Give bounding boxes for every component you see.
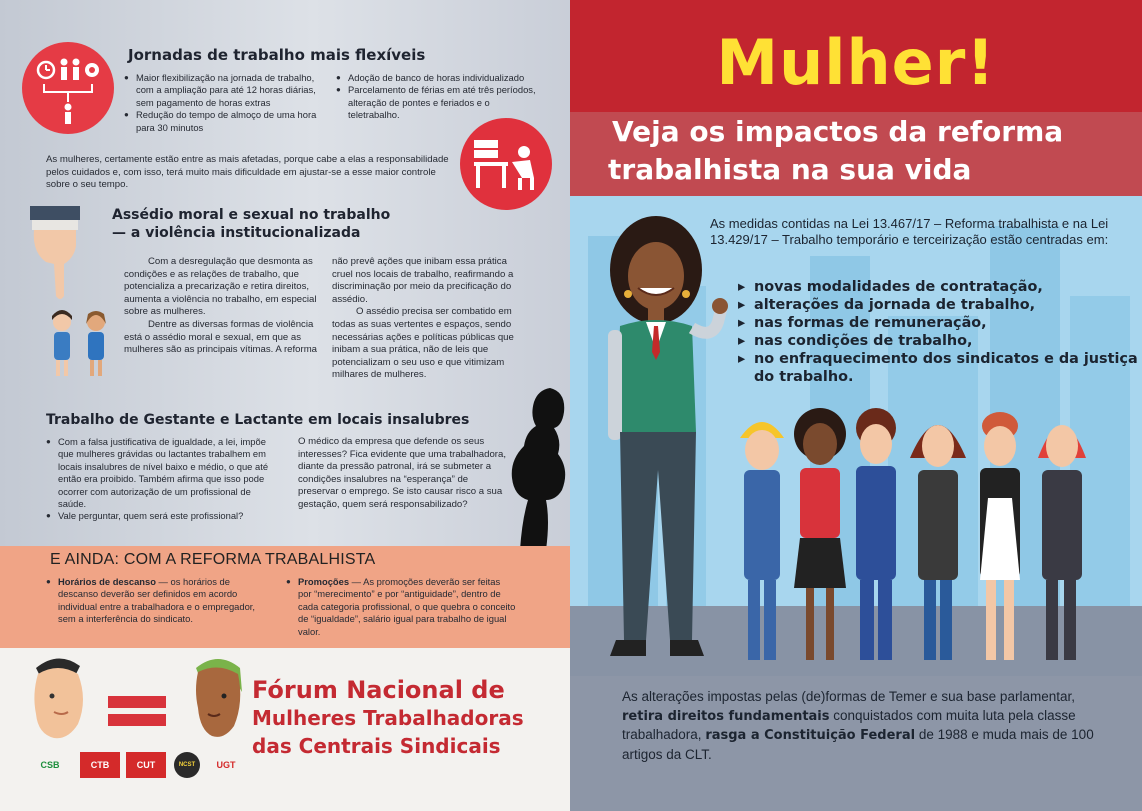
ainda-item1-bold: Horários de descanso <box>58 576 156 587</box>
overwork-icon <box>460 118 552 210</box>
ainda-item-2 <box>286 576 516 638</box>
list-item: ● Maior flexibilização na jornada de trabalho, com a ampliação para até 12 horas diárias, sem pagamento de horas extras <box>124 72 334 109</box>
list-item: ● Adoção de banco de horas individualizado <box>336 72 536 84</box>
section1-bullets-col1 <box>124 72 334 134</box>
right-panel <box>570 0 1142 811</box>
ainda-title: E AINDA: COM A REFORMA TRABALHISTA <box>50 551 376 568</box>
union-logos <box>30 752 250 782</box>
pregnant-woman-silhouette <box>506 388 570 550</box>
section1-title: Jornadas de trabalho mais flexíveis <box>128 46 426 64</box>
list-item: ● Redução do tempo de almoço de uma hora para 30 minutos <box>124 109 334 134</box>
closing-bold-2: rasga a Constituição Federal <box>705 728 916 743</box>
ainda-item-1 <box>46 576 264 626</box>
list-item <box>286 576 516 638</box>
section2-title-line1: Assédio moral e sexual no trabalho <box>112 207 391 223</box>
measures-list <box>738 278 1138 386</box>
csb-logo: CSB <box>40 760 60 770</box>
section2-col2-p2: O assédio precisa ser combatido em todas as suas vertentes e espaços, sendo necessárias ações e políticas públicas que inibam a sua prática, não de leis que potencializam o seu uso e que vitimizam milhares de mulheres. <box>332 306 514 381</box>
list-item: ▸ nas condições de trabalho, <box>738 332 1138 350</box>
woman-face-illustration <box>186 652 248 748</box>
section2-title-line2: — a violência institucionalizada <box>112 225 361 241</box>
ugt-logo: UGT <box>216 760 236 770</box>
section2-col2-p1: não prevê ações que inibam essa prática cruel nos locais de trabalho, reafirmando a discriminação por meio da precificação do assédio. <box>332 256 514 305</box>
ainda-item2-bold: Promoções <box>298 576 350 587</box>
forum-title <box>252 676 562 760</box>
list-item: ▸ alterações da jornada de trabalho, <box>738 296 1138 314</box>
women-workers-group-illustration <box>738 398 1102 670</box>
list-item: ▸ novas modalidades de contratação, <box>738 278 1138 296</box>
list-item <box>46 576 264 626</box>
forum-line3: das Centrais Sindicais <box>252 734 501 758</box>
list-item: ▸ nas formas de remuneração, <box>738 314 1138 332</box>
section1-bullets-col2 <box>336 72 536 122</box>
section2-col1 <box>124 256 332 357</box>
work-schedule-icon <box>22 42 114 134</box>
section2-title <box>112 206 452 242</box>
two-women-illustration <box>44 306 116 378</box>
subtitle-line2: trabalhista na sua vida <box>608 153 972 186</box>
list-item: ● Com a falsa justificativa de igualdade, a lei, impõe que mulheres grávidas ou lactantes trabalhem em locais insalubres de nível baixo e médio, o que até então era proibido. Também afirma que isso pode ocorrer com autorização de um profissional de saúde. <box>46 436 274 510</box>
closing-bold-1: retira direitos fundamentais <box>622 708 830 724</box>
ainda-item1-text: — os horários de descanso deverão ser definidos em acordo individual entre a trabalhadora e o empregador, sem a interferência do sindicato. <box>58 576 256 625</box>
intro-text: As medidas contidas na Lei 13.467/17 – Reforma trabalhista e na Lei 13.429/17 – Trabalho temporário e terceirização estão centradas em: <box>710 216 1109 247</box>
forum-line1: Fórum Nacional de <box>252 676 505 704</box>
pointing-hand-icon <box>28 206 90 302</box>
section1-paragraph: As mulheres, certamente estão entre as mais afetadas, porque cabe a elas a responsabilidade pelos cuidados e, com isso, terá muito mais dificuldade em ajustar-se a esse maior controle sobre o seu tempo. <box>46 154 449 191</box>
list-item: ▸ no enfraquecimento dos sindicatos e da justiça do trabalho. <box>738 350 1138 386</box>
section2-col1-p2: Dentre as diversas formas de violência está o assédio moral e sexual, em que as mulheres são as principais vítimas. A reforma <box>124 318 318 356</box>
section3-bullets <box>46 436 274 523</box>
list-item: ● Vale perguntar, quem será este profissional? <box>46 510 274 522</box>
closing-text-3: de 1988 e muda mais de 100 artigos da CLT. <box>622 727 1094 762</box>
section3-col2: O médico da empresa que defende os seus interesses? Fica evidente que uma trabalhadora, diante da pressão patronal, irá se submeter a condições insalubres na “esperança” de preservar o emprego. Se isto causar risco a sua gestação, quem será responsabilizado? <box>298 436 506 510</box>
section2-col1-p1: Com a desregulação que desmonta as condições e as relações de trabalho, que potencializa a precarização e retira direitos, aumenta a violência no trabalho, em especial sobre as mulheres. <box>124 256 317 318</box>
ncst-logo: NCST <box>174 752 200 778</box>
forum-line2: Mulheres Trabalhadoras <box>252 706 524 730</box>
equals-sign-icon <box>108 694 166 728</box>
businesswoman-illustration <box>600 210 740 666</box>
subtitle-line1: Veja os impactos da reforma <box>612 115 1064 148</box>
left-panel <box>0 0 570 811</box>
closing-text-2: conquistados com muita luta pela classe trabalhadora, <box>622 707 1076 742</box>
ainda-item2-text: — As promoções deverão ser feitas por “merecimento” e por “antiguidade”, dentro de cada categoria profissional, o que quebra o conceito de “igualdade”, salário igual para trabalho de igual valor. <box>298 576 516 637</box>
list-item: ● Parcelamento de férias em até três períodos, alteração de pontes e feriados e o teletrabalho. <box>336 84 536 121</box>
closing-paragraph <box>622 688 1102 764</box>
cut-logo: CUT <box>126 752 166 778</box>
section3-title: Trabalho de Gestante e Lactante em locais insalubres <box>46 412 470 428</box>
ctb-logo: CTB <box>80 752 120 778</box>
closing-text-1: As alterações impostas pelas (de)formas de Temer e sua base parlamentar, <box>622 689 1075 704</box>
man-face-illustration <box>28 654 90 746</box>
main-title: Mulher! <box>716 26 996 99</box>
section2-col2 <box>332 256 522 382</box>
